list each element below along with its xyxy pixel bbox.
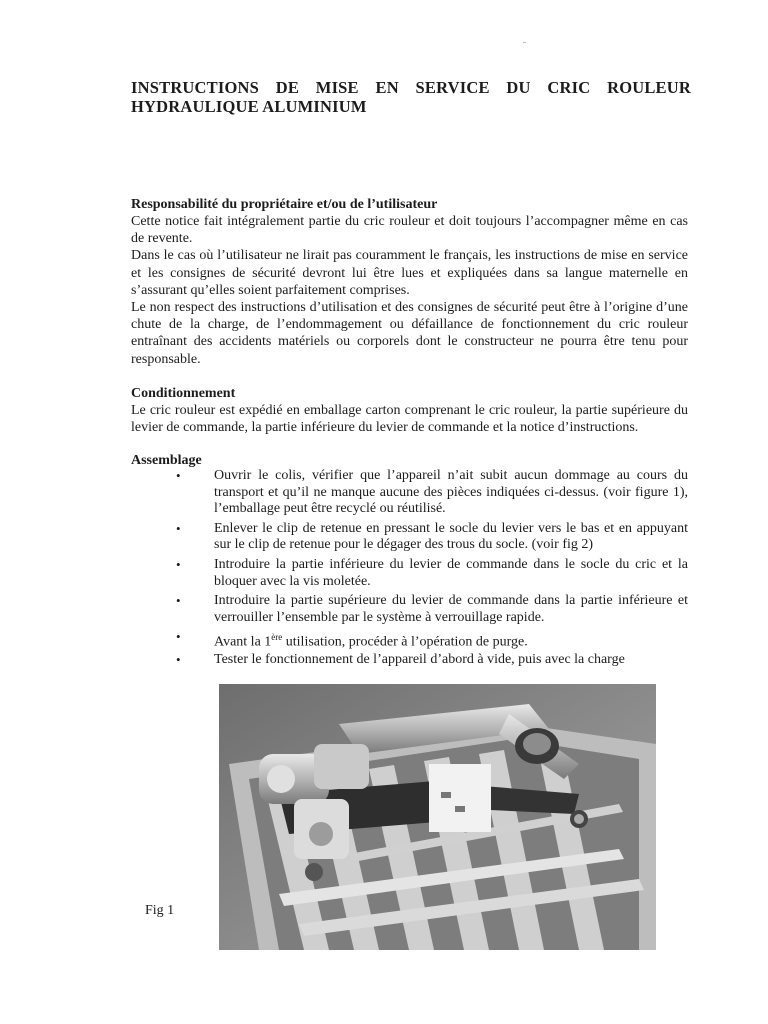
section-heading-packaging: Conditionnement — [131, 386, 236, 401]
section-assembly — [131, 452, 688, 469]
paragraph: Dans le cas où l’utilisateur ne lirait pas couramment le français, les instructions de mise en service et les consignes de sécurité devront lui être lues et expliquées dans sa langue maternelle en s’assurant qu’elles soient parfaitement comprises. — [131, 248, 688, 298]
bullet-icon: • — [176, 651, 181, 667]
list-item — [170, 593, 688, 626]
bullet-icon: • — [176, 629, 181, 645]
bullet-icon: • — [176, 593, 181, 609]
list-item — [170, 557, 688, 590]
step-text-prefix: Avant la 1 — [214, 635, 272, 650]
step-text: Tester le fonctionnement de l’appareil d’abord à vide, puis avec la charge — [214, 651, 625, 667]
step-text: Enlever le clip de retenue en pressant le socle du levier vers le bas et en appuyant sur le clip de retenue pour le dégager des trous du socle. (voir fig 2) — [214, 520, 688, 553]
step-text: Introduire la partie supérieure du levier de commande dans la partie inférieure et verrouiller l’ensemble par le système à verrouillage rapide. — [214, 593, 688, 625]
bullet-icon: • — [176, 520, 181, 536]
list-item — [170, 468, 688, 518]
figure-caption: Fig 1 — [145, 903, 175, 918]
jack-kit-photo-illustration — [219, 684, 656, 950]
section-packaging — [131, 385, 688, 436]
list-item — [170, 629, 688, 651]
list-item — [170, 521, 688, 554]
paragraph: Le non respect des instructions d’utilisation et des consignes de sécurité peut être à l’origine d’une chute de la charge, de l’endommagement ou défaillance de fonctionnement du cric rouleur entraînant des accidents matériels ou corporels dont le constructeur ne pourra être tenu pour responsable. — [131, 300, 688, 367]
assembly-steps-list — [170, 468, 688, 671]
step-text-superscript: ère — [271, 632, 283, 643]
step-text: Introduire la partie inférieure du levier de commande dans le socle du cric et la bloquer avec la vis moletée. — [214, 556, 688, 589]
paragraph: Cette notice fait intégralement partie du cric rouleur et doit toujours l’accompagner même en cas de revente. — [131, 214, 688, 247]
document-title: INSTRUCTIONS DE MISE EN SERVICE DU CRIC ROULEUR HYDRAULIQUE ALUMINIUM — [131, 78, 691, 116]
section-responsibility — [131, 196, 688, 368]
figure-photo — [219, 684, 656, 950]
paragraph: Le cric rouleur est expédié en emballage carton comprenant le cric rouleur, la partie supérieure du levier de commande, la partie inférieure du levier de commande et la notice d’instructions. — [131, 403, 688, 436]
bullet-icon: • — [176, 556, 181, 572]
step-text: Ouvrir le colis, vérifier que l’appareil n’ait subit aucun dommage au cours du transport et qu’il ne manque aucune des pièces indiquées ci-dessus. (voir figure 1), l’emballage peut être recyclé ou réutilisé. — [214, 468, 688, 517]
scan-speck — [523, 42, 526, 43]
list-item — [170, 652, 688, 669]
section-heading-assembly: Assemblage — [131, 453, 202, 468]
step-text-suffix: utilisation, procéder à l’opération de purge. — [282, 635, 528, 650]
bullet-icon: • — [176, 468, 181, 483]
section-heading-responsibility: Responsabilité du propriétaire et/ou de l’utilisateur — [131, 197, 438, 212]
